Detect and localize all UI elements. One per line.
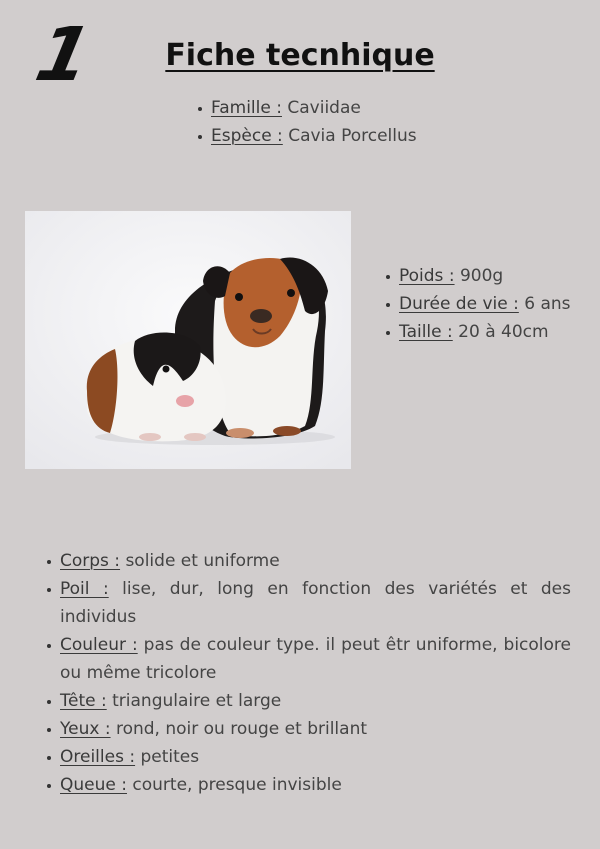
item-value: Cavia Porcellus xyxy=(282,126,417,146)
item-label: Taille : xyxy=(399,322,453,342)
item-label: Yeux : xyxy=(60,719,111,739)
item-label: Corps : xyxy=(60,551,121,571)
item-value: triangulaire et large xyxy=(106,691,282,711)
list-item-tete xyxy=(47,687,571,715)
item-value: rond, noir ou rouge et brillant xyxy=(110,719,368,739)
guinea-pig-photo xyxy=(25,211,351,469)
list-item-oreilles xyxy=(47,743,571,771)
page-number: 1 xyxy=(28,12,97,98)
item-value: petites xyxy=(135,747,200,767)
list-item-queue xyxy=(47,771,571,799)
item-label: Famille : xyxy=(211,98,282,118)
page-title: Fiche tecnhique xyxy=(165,38,435,73)
list-item-duree-de-vie xyxy=(386,290,571,318)
item-value: solide et uniforme xyxy=(120,551,280,571)
list-item-corps xyxy=(47,547,571,575)
item-value: lise, dur, long en fonction des variétés et des individus xyxy=(60,579,572,627)
list-item-poids xyxy=(386,262,571,290)
item-label: Couleur : xyxy=(60,635,138,655)
item-label: Queue : xyxy=(60,775,127,795)
item-label: Tête : xyxy=(60,691,107,711)
list-item-couleur xyxy=(47,631,571,687)
item-value: 900g xyxy=(454,266,504,286)
item-value: 20 à 40cm xyxy=(452,322,549,342)
list-item-taille xyxy=(386,318,571,346)
classification-list xyxy=(198,94,417,150)
item-label: Espèce : xyxy=(211,126,283,146)
item-value: courte, presque invisible xyxy=(126,775,342,795)
list-item-yeux xyxy=(47,715,571,743)
item-value: 6 ans xyxy=(518,294,571,314)
item-label: Poids : xyxy=(399,266,455,286)
item-value: pas de couleur type. il peut êtr uniforme, bicolore ou même tricolore xyxy=(60,635,572,683)
traits-list xyxy=(47,547,571,799)
list-item-famille xyxy=(198,94,417,122)
list-item-espece xyxy=(198,122,417,150)
guinea-pig-illustration xyxy=(25,211,351,469)
list-item-poil xyxy=(47,575,571,631)
item-label: Oreilles : xyxy=(60,747,136,767)
stats-list xyxy=(386,262,571,346)
item-label: Poil : xyxy=(60,579,109,599)
item-value: Caviidae xyxy=(281,98,361,118)
item-label: Durée de vie : xyxy=(399,294,519,314)
